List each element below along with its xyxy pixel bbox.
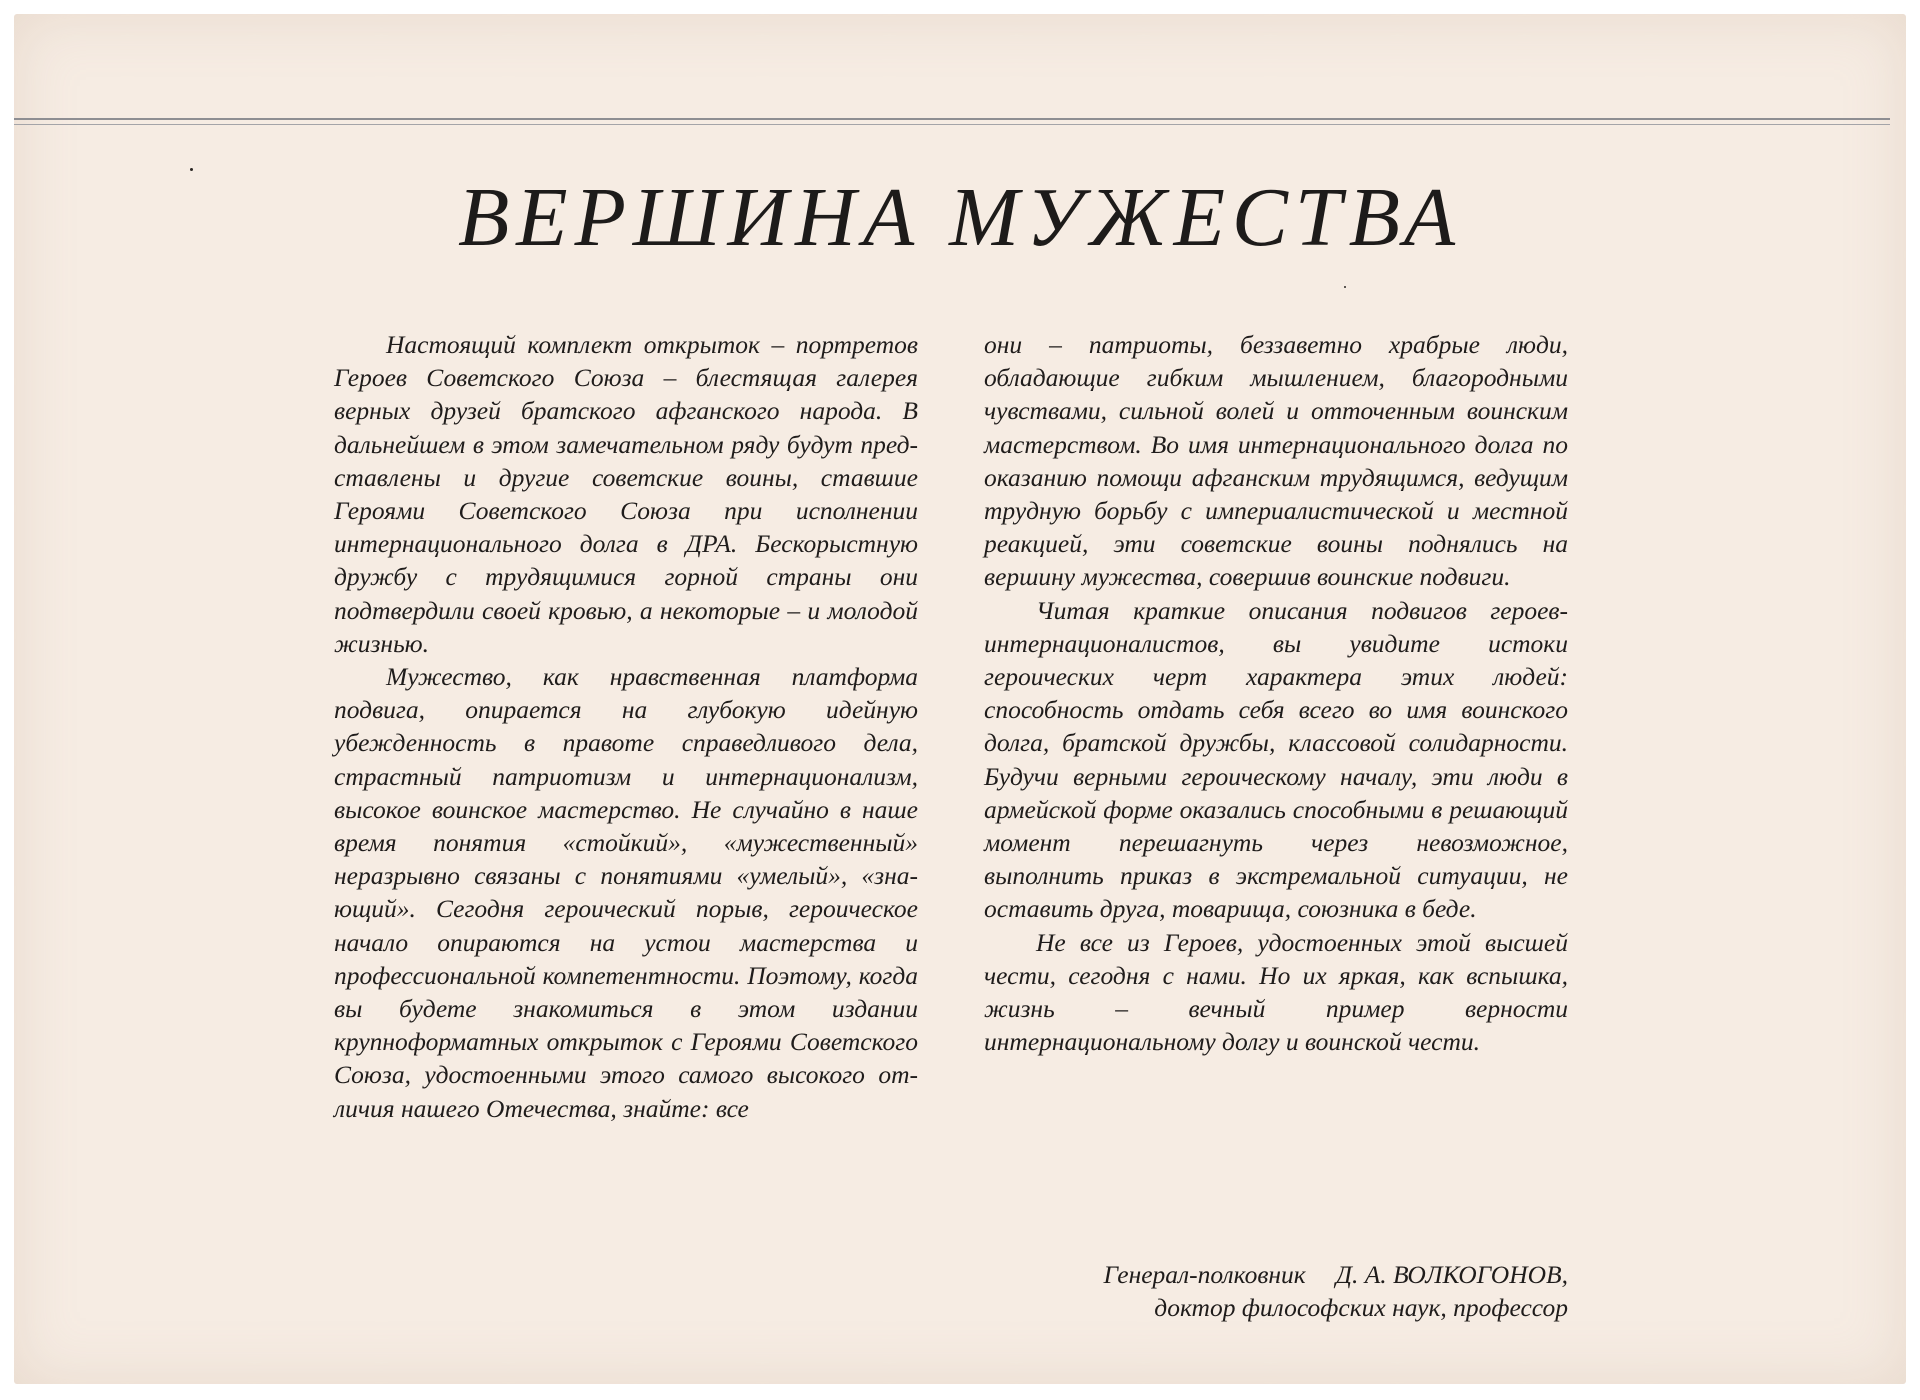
scan-speck <box>1344 286 1346 288</box>
paragraph: Настоящий комплект открыток – портретов Героев Советского Союза – блестящая галерея верных друзей братского афганского народа. В дальнейшем в этом замечательном ряду будут представлены и другие советские воины, ставшие Героями Советского Союза при исполнении интернационального долга в ДРА. Бескорыстную дружбу с трудящимися горной страны они подтвердили своей кровью, а некоторые – и молодой жизнью. <box>334 330 918 658</box>
paragraph-continued: они – патриоты, беззаветно храбрые люди, обладающие гибким мышлением, благородными чувствами, сильной волей и отточенным воинским мастерством. Во имя интернационального долга по оказанию помощи афганским трудящимся, ведущим трудную борьбу с империалистической и местной реакцией, эти советские воины поднялись на вершину мужества, совершив воинские подвиги. <box>984 330 1568 592</box>
signature-line <box>984 1258 1568 1291</box>
document-page <box>14 14 1906 1384</box>
signature-block <box>984 1258 1568 1324</box>
page-title: ВЕРШИНА МУЖЕСТВА <box>457 171 1463 264</box>
paragraph: Читая краткие описания подвигов героев-интернационалистов, вы увидите истоки героических черт характера этих людей: способность отдать себя всего во имя воинского долга, братской дружбы, классовой солидарности. Будучи верными героическому началу, эти люди в армейской форме оказались способными в решающий момент перешагнуть через невозможное, выполнить приказ в экстремальной ситуации, не оставить друга, товарища, союзника в беде. <box>984 595 1568 924</box>
author-name: Д. А. ВОЛКОГОНОВ, <box>1335 1260 1568 1289</box>
scan-speck <box>190 168 193 171</box>
author-credentials: доктор философских наук, профессор <box>1154 1293 1568 1322</box>
paragraph: Не все из Героев, удостоенных этой высшей чести, сегодня с нами. Но их яркая, как вспышка, жизнь – вечный пример верности интернациональному долгу и воинской чести. <box>984 927 1568 1057</box>
right-text-column <box>984 328 1568 1058</box>
top-rule-secondary <box>14 124 1890 125</box>
left-text-column <box>334 328 918 1125</box>
author-rank: Генерал-полковник <box>1103 1260 1306 1289</box>
top-rule <box>14 118 1890 120</box>
paragraph: Мужество, как нравственная платформа подвига, опирается на глубокую идейную убежденность в правоте справедливого дела, страстный патриотизм и интернационализм, высокое воинское мастерство. Не случайно в наше время понятия «стойкий», «мужественный» неразрывно связаны с понятиями «умелый», «знающий». Сегодня героический порыв, героическое начало опираются на устои мастерства и профессиональной компетентности. Поэтому, когда вы будете знакомиться в этом издании крупноформатных открыток с Героями Советского Союза, удостоенными этого самого высокого отличия нашего Отечества, знайте: все <box>334 662 918 1123</box>
